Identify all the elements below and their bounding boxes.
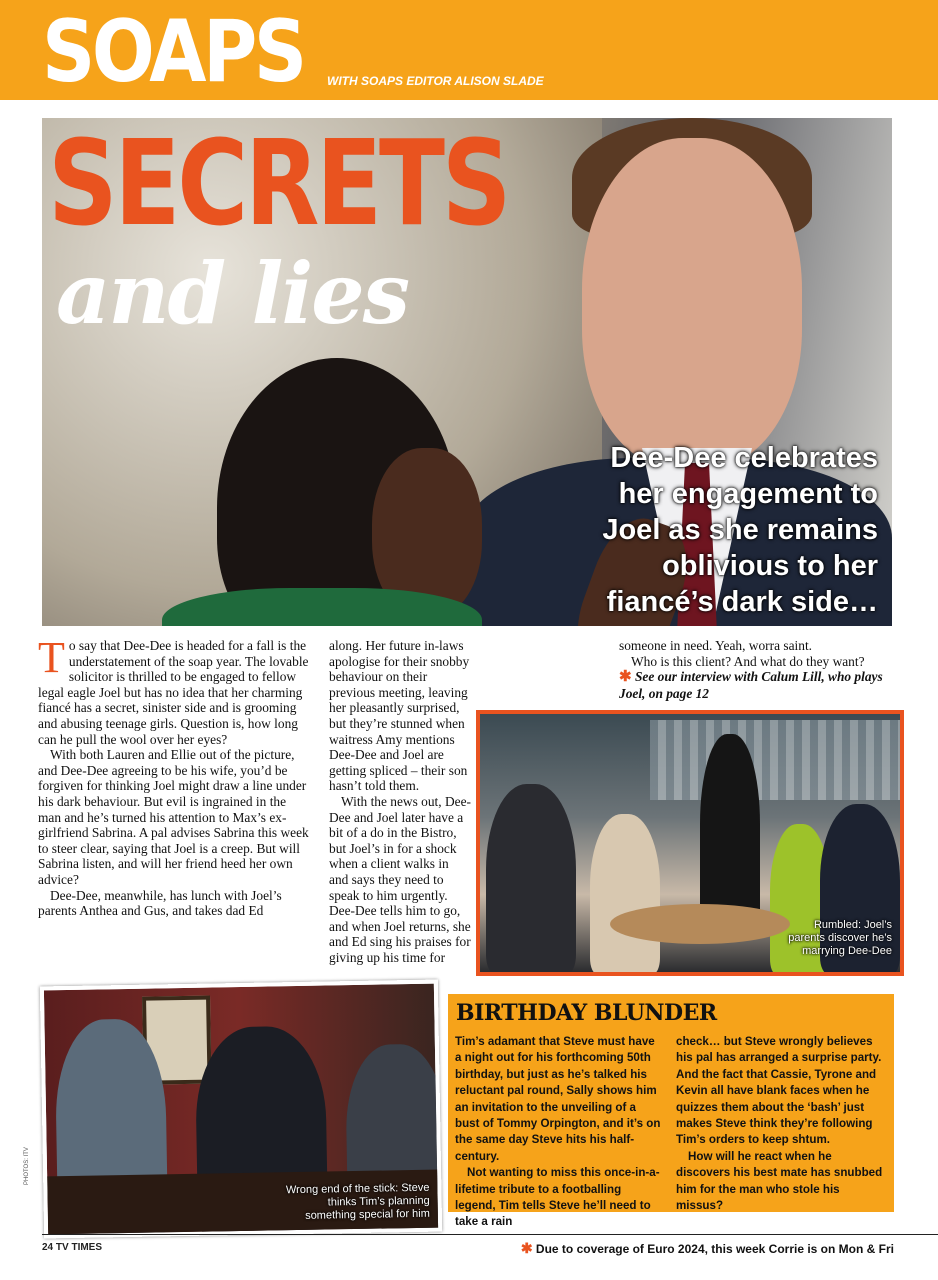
hero-photo: [42, 118, 892, 626]
boxout-column-2: [676, 1034, 884, 1214]
bar-shelf: [650, 720, 900, 800]
photo-caption-wrong-end: Wrong end of the stick: Steve thinks Tim’s planning something special for him: [285, 1181, 430, 1222]
boxout-paragraph: Tim’s adamant that Steve must have a night out for his forthcoming 50th birthday, but just as he’s talked his reluctant pal round, Sally shows him an invitation to the unveiling of a bust of Tommy Orpington, and it’s on the same day Steve hits his half-century.: [455, 1035, 661, 1163]
bistro-photo: [476, 710, 904, 976]
rovers-photo: [40, 980, 442, 1239]
article-paragraph: Who is this client? And what do they want?: [631, 653, 865, 669]
boxout-title: BIRTHDAY BLUNDER: [456, 1000, 717, 1026]
cross-reference: [619, 669, 899, 701]
schedule-note: [521, 1240, 894, 1257]
cross-reference-text: See our interview with Calum Lill, who plays Joel, on page 12: [619, 669, 883, 701]
boxout-paragraph: check… but Steve wrongly believes his pal has arranged a surprise party. And the fact that Cassie, Tyrone and Kevin all have blank faces when he quizzes them about the ‘bash’ just makes Steve think they’re following Tim’s orders to keep shtum.: [676, 1035, 882, 1147]
photo-caption-rumbled: Rumbled: Joel’s parents discover he’s marrying Dee-Dee: [788, 919, 892, 957]
editor-byline: WITH SOAPS EDITOR ALISON SLADE: [327, 74, 544, 88]
boxout-column-1: [455, 1034, 663, 1231]
boxout-paragraph: Not wanting to miss this once-in-a-lifetime tribute to a footballing legend, Tim tells Steve he’ll need to take a rain: [455, 1166, 660, 1229]
article-paragraph: With both Lauren and Ellie out of the picture, and Dee-Dee agreeing to be his wife, you’d be forgiven for thinking Joel might draw a line under his dark behaviour. But evil is ingrained in the man and he’s turned his attention to Max’s ex-girlfriend Sabrina. A pal advises Sabrina this week to steer clear, saying that Joel is a creep. But will Sabrina listen, and will her friend heed her own advice?: [38, 747, 309, 887]
asterisk-icon: ✱: [520, 1240, 533, 1256]
standfirst: Dee-Dee celebrates her engagement to Joel as she remains oblivious to her fiancé’s dark side…: [602, 442, 878, 618]
article-paragraph: along. Her future in-laws apologise for their snobby behaviour on their previous meeting, leaving her pleasantly surprised, but they’re stunned when waitress Amy mentions Dee-Dee and Joel are getting spliced – their son hasn’t told them.: [329, 638, 470, 794]
page-number: 24 TV TIMES: [42, 1242, 103, 1253]
person-gus: [486, 784, 576, 974]
photo-credit: PHOTOS: ITV: [24, 1147, 30, 1185]
article-paragraph: o say that Dee-Dee is headed for a fall is the understatement of the soap year. The lovable solicitor is thrilled to be engaged to fellow legal eagle Joel but has no idea that her charming fiancé has a secret, sinister side and is grooming and abusing teenage girls. Question is, how long can he pull the wool over her eyes?: [38, 638, 309, 747]
man-head: [582, 138, 802, 468]
article-column-1: [38, 633, 310, 919]
article-paragraph: With the news out, Dee-Dee and Joel later have a bit of a do in the Bistro, but Joel’s in for a shock when a client walks in and says they need to speak to him urgently. Dee-Dee tells him to go, and when Joel returns, she and Ed sing his praises for giving up his time for: [329, 793, 471, 965]
person-anthea: [590, 814, 660, 974]
asterisk-icon: ✱: [619, 669, 632, 686]
bistro-table: [610, 904, 790, 944]
article-paragraph: Dee-Dee, meanwhile, has lunch with Joel’s parents Anthea and Gus, and takes dad Ed: [38, 887, 282, 919]
article-paragraph: someone in need. Yeah, worra saint.: [619, 638, 813, 653]
article-column-3: [619, 638, 899, 701]
footer-rule: [42, 1234, 938, 1235]
boxout-paragraph: How will he react when he discovers his best mate has snubbed him for the man who stole his missus?: [676, 1149, 883, 1213]
headline-main: SECRETS: [48, 118, 509, 252]
headline-sub: and lies: [56, 244, 409, 343]
section-logo: SOAPS: [42, 2, 304, 102]
schedule-note-text: Due to coverage of Euro 2024, this week Corrie is on Mon & Fri: [535, 1242, 894, 1256]
birthday-blunder-box: [448, 994, 894, 1229]
drop-cap: T: [38, 633, 65, 682]
